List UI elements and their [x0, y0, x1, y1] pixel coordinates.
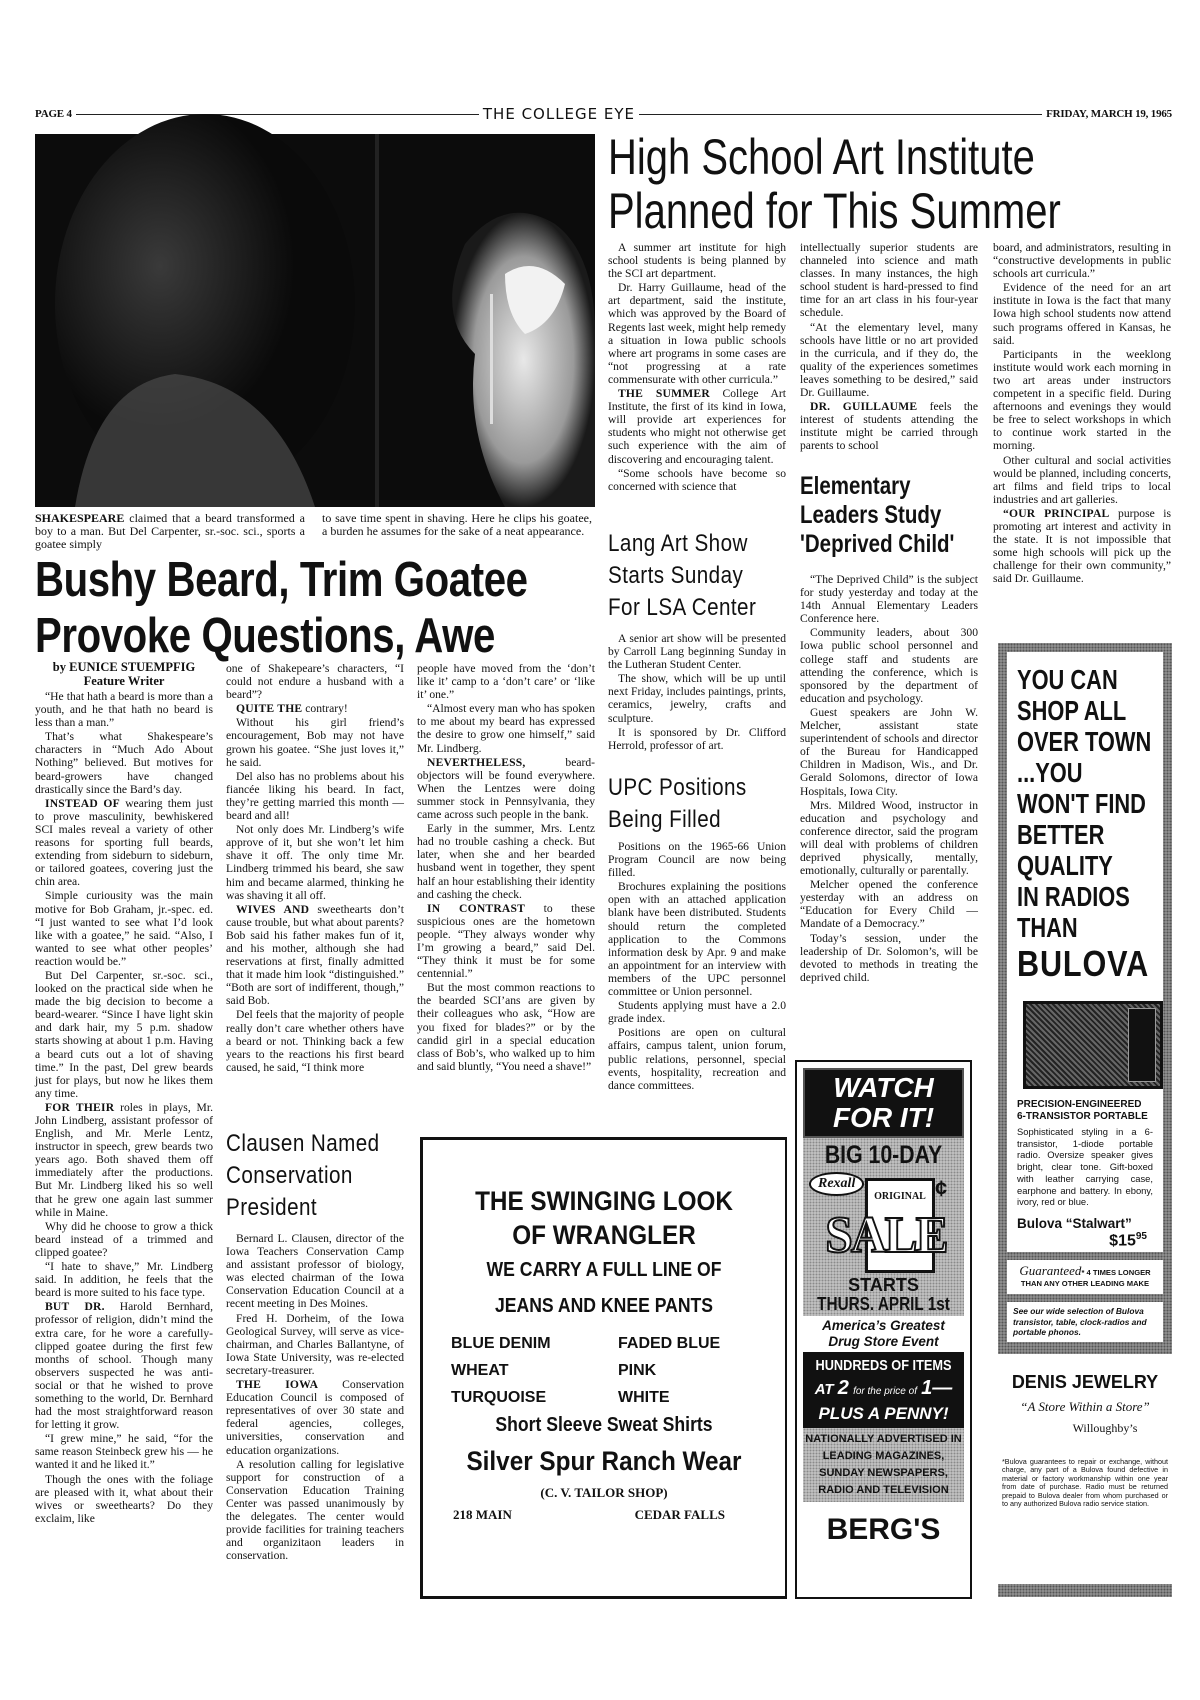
paragraph-text: Harold Bernhard, professor of religion, didn’t mind the extra care, for he wore a carefully-clipped goatee during the first few months of school. Though many observers suspected he was anti-social or that he wished to prove something to the world, Dr. Bernhard had the most straightforward reason for letting it grow. [35, 1300, 213, 1432]
beard-article-col1 [35, 690, 213, 1615]
original-label: ORIGINAL [874, 1191, 926, 1202]
paragraph [608, 387, 786, 466]
paragraph [226, 662, 404, 701]
paragraph [800, 706, 978, 798]
color-item: WHEAT [451, 1362, 509, 1379]
elementary-article [800, 573, 978, 1023]
beard-photo [35, 134, 595, 507]
paragraph [226, 903, 404, 1008]
dealer-panel [998, 1354, 1172, 1584]
paragraph-text: board, and administrators, resulting in “constructive developments in public schools art curricula.” [993, 241, 1171, 281]
two-text: 2 [837, 1377, 849, 1399]
feature-line: PRECISION-ENGINEERED [1017, 1099, 1142, 1110]
paragraph [608, 241, 786, 280]
page-number: PAGE 4 [35, 108, 72, 120]
paragraph [608, 726, 786, 752]
paragraph [993, 454, 1171, 506]
paragraph [35, 1300, 213, 1431]
paragraph [35, 797, 213, 889]
paragraph-text: Dr. Harry Guillaume, head of the art department, said the institute, which was approved by the Board of Regents last week, might help remedy a situation in Iowa public schools where art programs in some cases are “not progressing at a rate commensurate with other curricula.” [608, 281, 786, 386]
paragraph-text: Del feels that the majority of people really don’t care whether others have a beard or not. Thinking back a few years to the reactions his first beard caused, he said, “I think more [226, 1008, 404, 1074]
sale-date: THURS. APRIL 1st [817, 1294, 950, 1314]
ad-line: JEANS AND KNEE PANTS [494, 1295, 714, 1317]
photo-image [35, 134, 595, 507]
national-line: SUNDAY NEWSPAPERS, [819, 1467, 948, 1479]
paragraph [417, 702, 595, 754]
paragraph [417, 756, 595, 821]
paragraph-text: That’s what Shakespeare’s characters in “Much Ado About Nothing” believed. But motives for beard-growers have changed drastically since the Bard’s day. [35, 730, 213, 796]
paragraph-text: Participants in the weeklong institute would work each morning in two art areas under instructors competent in a specific field. During afternoons and evenings they would be free to select workshops in which to continue work started in the morning. [993, 347, 1171, 453]
price-cents: 95 [1135, 1230, 1147, 1242]
hundreds-text: HUNDREDS OF ITEMS [815, 1357, 952, 1374]
sale-text: SALE [825, 1207, 947, 1264]
sale-panel [803, 1138, 964, 1316]
paragraph [35, 1260, 213, 1299]
paragraph [417, 981, 595, 1073]
for-it-text: FOR IT! [832, 1102, 935, 1133]
city: CEDAR FALLS [634, 1507, 725, 1522]
headline-line: Planned for This Summer [608, 183, 1061, 239]
ad-line: WE CARRY A FULL LINE OF [486, 1259, 722, 1281]
headline-line: QUALITY [1017, 850, 1113, 881]
beard-article-col3 [417, 662, 595, 1117]
national-line: NATIONALLY ADVERTISED IN [805, 1433, 962, 1445]
divider [76, 114, 479, 115]
paragraph-text: A summer art institute for high school students is being planned by the SCI art department. [608, 241, 786, 281]
color-list [423, 1330, 785, 1411]
bergs-rexall-ad [795, 1060, 972, 1599]
headline-line: High School Art Institute [608, 129, 1035, 185]
paragraph-text: contrary! [305, 702, 348, 716]
headline-line: Elementary [800, 472, 911, 500]
paragraph-text: Students applying must have a 2.0 grade index. [608, 999, 786, 1026]
starts-label: STARTS [848, 1275, 919, 1295]
headline-line: UPC Positions [608, 774, 747, 801]
paragraph [608, 880, 786, 998]
paragraph-text: beard-objectors will be found everywhere. When the Lentzes were doing summer stock in Pennsylvania, they came across such people in the bank. [417, 755, 595, 822]
byline-author: by EUNICE STUEMPFIG [52, 660, 196, 674]
paragraph [800, 626, 978, 705]
paragraph [800, 573, 978, 625]
headline-line: ...YOU [1017, 757, 1083, 788]
paragraph [993, 348, 1171, 453]
paragraph [226, 1378, 404, 1457]
caption-lead: SHAKESPEARE [35, 511, 125, 525]
paragraph [226, 1458, 404, 1563]
guarantee-text: THAN ANY OTHER LEADING MAKE [1020, 1279, 1150, 1288]
price-dollars: $15 [1109, 1232, 1136, 1250]
color-item: PINK [618, 1362, 657, 1379]
paragraph [800, 321, 978, 400]
national-line: RADIO AND TELEVISION [818, 1484, 949, 1496]
ad-line: OF WRANGLER [512, 1220, 696, 1250]
clausen-headline [226, 1128, 380, 1224]
paragraph-text: feels the interest of students attending the institute might be carried through parents to school [800, 400, 979, 453]
paragraph [800, 878, 978, 930]
dealer-tagline: “A Store Within a Store” [1020, 1398, 1150, 1414]
paragraph [226, 1008, 404, 1073]
paragraph-text: Brochures explaining the positions open with an attached application blank have been distributed. Students should return the completed application to the Commons information desk by Apr. 9 and make an appointment for an interview with members of the UPC personnel committee or Union personnel. [608, 880, 786, 999]
paragraph [35, 969, 213, 1100]
paragraph-text: Del also has no problems about his fiancée liking his beard. In fact, they’re getting married this month — beard and all! [226, 769, 404, 823]
headline-line: Being Filled [608, 806, 722, 833]
tagline-line: America’s Greatest [822, 1318, 945, 1333]
radio-description: Sophisticated styling in a 6-transistor, 1-diode portable radio. Oversize speaker gives bright, clear tone. Gift-boxed with leather carrying case, earphone and battery. In ebony, ivory, red or blue. [1017, 1126, 1153, 1208]
paragraph [35, 730, 213, 795]
paragraph [608, 840, 786, 879]
model-name: Bulova “Stalwart” [1017, 1215, 1132, 1231]
paragraph-lead: THE SUMMER [618, 387, 710, 401]
national-panel [803, 1428, 964, 1502]
paragraph-text: “He that hath a beard is more than a youth, and he that hath no beard is less than a man.” [35, 690, 213, 730]
paragraph-text: Though the ones with the foliage are pleased with it, what about their wives or sweethearts? Do they exclaim, like [35, 1472, 213, 1525]
radio-illustration [1023, 1001, 1163, 1089]
clausen-article [226, 1232, 404, 1612]
address: 218 MAIN [453, 1507, 512, 1522]
newspaper-title: THE COLLEGE EYE [482, 105, 636, 123]
plus-penny-text: PLUS A PENNY! [818, 1404, 949, 1423]
paragraph-text: College Art Institute, the first of its kind in Iowa, will provide art experiences for students who might not otherwise get such experience with the aim of discovering and encouraging talent. [608, 387, 786, 466]
byline [35, 660, 213, 688]
paragraph [35, 690, 213, 729]
store-name: Silver Spur Ranch Wear [466, 1446, 742, 1476]
paragraph-text: “I grew mine,” he said, “for the same reason Steinbeck grew his — he wanted it and he liked it.” [35, 1432, 213, 1472]
paragraph [417, 822, 595, 901]
paragraph-text: “At the elementary level, many schools have little or no art provided in the curricula, and if they do, the quality of the experiences sometimes leaves something to be desired,” said Dr. Guillaume. [800, 320, 978, 400]
starts-date [803, 1276, 964, 1314]
store-name: BERG'S [826, 1513, 941, 1546]
paragraph-lead: INSTEAD OF [45, 796, 120, 810]
headline-line: Provoke Questions, Awe [35, 609, 495, 663]
at-text: AT [814, 1381, 834, 1398]
bulova-brand: BULOVA [1017, 943, 1150, 984]
paragraph-text: Without his girl friend’s encouragement, Bob may not have grown his goatee. “She just loves it,” he said. [226, 716, 404, 769]
upc-headline [608, 772, 747, 836]
paragraph-text: A resolution calling for legislative support for construction of a Conservation Education Training Center was passed unanimously by the delegates. The center would provide facilities for training teachers and organizitaon leaders in conservation. [226, 1457, 404, 1563]
headline-line: For LSA Center [608, 594, 757, 621]
beard-headline [35, 552, 528, 664]
paragraph-lead: NEVERTHELESS, [427, 755, 526, 769]
paragraph-text: purpose is promoting art interest and activity in the state. It is not impossible that some high schools will pick up the challenge for their own community,” said Dr. Guillaume. [993, 506, 1171, 586]
color-item: BLUE DENIM [451, 1335, 551, 1352]
headline-line: YOU CAN [1017, 664, 1118, 695]
paragraph [35, 1432, 213, 1471]
art-institute-headline [608, 130, 1061, 238]
paragraph-text: one of Shakepeare’s characters, “I could not endure a husband with a beard”? [226, 662, 404, 702]
upc-article [608, 840, 786, 1110]
ad-line: THE SWINGING LOOK [475, 1186, 733, 1216]
paragraph [35, 1101, 213, 1219]
paragraph [993, 241, 1171, 280]
headline-line: OVER TOWN [1017, 726, 1152, 757]
paragraph [417, 662, 595, 701]
paragraph-text: Other cultural and social activities would be planned, including concerts, art films and field trips to local industries and art galleries. [993, 453, 1171, 506]
dealer-name: DENIS JEWELRY [1011, 1371, 1159, 1392]
headline-line: Conservation [226, 1162, 353, 1189]
color-item: TURQUOISE [451, 1389, 547, 1406]
big-10-day: BIG 10-DAY [824, 1141, 943, 1169]
paragraph [608, 672, 786, 724]
beard-article-col2 [226, 662, 404, 1074]
paragraph [226, 823, 404, 902]
paragraph-text: Bernard L. Clausen, director of the Iowa Teachers Conservation Camp and assistant professor of biology, was elected chairman of the Iowa Conservation Education Council at a recent meeting in Des Moines. [226, 1232, 404, 1311]
paragraph-text: Melcher opened the conference yesterday with an address on “Education for Every Child — Mandate of a Democracy.” [800, 878, 978, 931]
national-line: LEADING MAGAZINES, [822, 1450, 945, 1462]
paragraph-lead: BUT DR. [45, 1300, 105, 1314]
paragraph [608, 999, 786, 1025]
bulova-main-panel [1007, 652, 1163, 1252]
headline-line: President [226, 1194, 318, 1221]
paragraph [800, 932, 978, 984]
paragraph [993, 507, 1171, 586]
elementary-headline [800, 472, 954, 559]
paragraph [226, 716, 404, 768]
guarantee-text: 4 TIMES LONGER [1086, 1268, 1151, 1277]
headline-line: 'Deprived Child' [800, 530, 955, 558]
paragraph-lead: THE IOWA [236, 1378, 319, 1392]
watch-text: WATCH [833, 1072, 934, 1103]
byline-role: Feature Writer [83, 674, 165, 688]
paragraph-text: It is sponsored by Dr. Clifford Herrold, professor of art. [608, 725, 786, 752]
headline-line: Leaders Study [800, 501, 942, 529]
guaranteed-script: Guaranteed [1019, 1263, 1082, 1278]
paragraph-text: Conservation Education Council is composed of representatives of over 30 state and federal agencies, colleges, universities, conservation and education organizations. [226, 1378, 404, 1457]
paragraph-text: “Almost every man who has spoken to me about my beard has expressed the desire to grow one himself,” said Mr. Lindberg. [417, 702, 595, 755]
radio-dial-icon [1128, 1008, 1156, 1082]
cent-sign: ¢ [935, 1176, 948, 1201]
paragraph-text: Today’s session, under the leadership of Dr. Solomon’s, will be devoted to methods in treating the deprived child. [800, 931, 978, 984]
headline-line: WON'T FIND [1017, 788, 1146, 819]
paragraph-lead: QUITE THE [236, 702, 303, 716]
tagline-line: Drug Store Event [828, 1334, 939, 1349]
photo-caption-col1 [35, 512, 305, 551]
divider [639, 114, 1042, 115]
paragraph [608, 1026, 786, 1091]
guarantee-footnote: *Bulova guarantees to repair or exchange, without charge, any part of a Bulova found defective in material or factory workmanship within one year from date of purchase. Radio must be returned prepaid to Bulova dealer from whom purchased or to any authorized Bulova radio service station. [1002, 1456, 1168, 1509]
paragraph-text: Why did he choose to grow a thick beard instead of a trimmed and clipped goatee? [35, 1219, 213, 1259]
paragraph [226, 702, 404, 715]
lang-headline [608, 528, 756, 624]
headline-line: Bushy Beard, Trim Goatee [35, 553, 528, 607]
headline-line: IN RADIOS [1017, 881, 1130, 912]
headline-line: Lang Art Show [608, 530, 748, 557]
store-address [423, 1503, 785, 1523]
paragraph-text: Community leaders, about 300 Iowa public school personnel and college staff and students are attending the conference, which is sponsored by the department of education and psychology. [800, 626, 978, 705]
paragraph-text: roles in plays, Mr. John Lindberg, assistant professor of English, and Mr. Merle Lentz, instructor in speech, grew beards two years ago. Both shaved them off immediately after the productions. But Mr. Lindberg liked his so well that he grew one again last summer while in Maine. [35, 1100, 213, 1219]
art-article-colA [608, 241, 786, 531]
wrangler-ad [420, 1137, 787, 1599]
bulova-ad [998, 643, 1172, 1597]
paragraph [800, 241, 978, 320]
watch-banner [803, 1068, 964, 1138]
paragraph-lead: WIVES AND [236, 902, 310, 916]
paragraph-text: Simple curiousity was the main motive for Bob Graham, jr.-spec. ed. “I just wanted to see what I’d look like with a goatee,” he said. “Also, I wanted to see what other peoples’ reaction would be.” [35, 889, 213, 968]
feature-line: 6-TRANSISTOR PORTABLE [1017, 1111, 1148, 1122]
color-item: WHITE [618, 1389, 670, 1406]
tagline [803, 1316, 964, 1352]
paragraph-lead: DR. GUILLAUME [810, 400, 918, 414]
radio-features [1017, 1099, 1153, 1123]
paragraph [35, 889, 213, 968]
paragraph-text: Evidence of the need for an art institute in Iowa is the fact that many Iowa high school students now attend such programs offered in Kansas, he said. [993, 281, 1171, 347]
paragraph-text: A senior art show will be presented by Carroll Lang beginning Sunday in the Lutheran Student Center. [608, 632, 786, 672]
hundreds-banner [803, 1352, 964, 1428]
paragraph [226, 1312, 404, 1377]
paragraph-lead: “OUR PRINCIPAL [1003, 506, 1110, 520]
paragraph [993, 281, 1171, 346]
paragraph-text: Guest speakers are John W. Melcher, assistant state superintendent of schools and director of the Bureau for Handicapped Children in Madison, Wis., and Dr. Gerald Solomons, director of Iowa Hospitals, Iowa City. [800, 705, 978, 798]
paragraph-lead: IN CONTRAST [427, 901, 526, 915]
headline-line: THAN [1017, 912, 1078, 943]
issue-date: FRIDAY, MARCH 19, 1965 [1046, 108, 1172, 120]
paragraph [417, 902, 595, 981]
paragraph [35, 1220, 213, 1259]
store-sub: (C. V. TAILOR SHOP) [540, 1485, 668, 1500]
paragraph-text: Positions on the 1965-66 Union Program Council are now being filled. [608, 840, 786, 880]
paragraph [226, 1232, 404, 1311]
paragraph [800, 799, 978, 878]
headline-line: SHOP ALL [1017, 695, 1127, 726]
for-price-text: for the price of [853, 1386, 917, 1397]
paragraph [608, 467, 786, 493]
paragraph-text: But Del Carpenter, sr.-soc. sci., looked on the practical side when he made the big decision to become a beard-wearer. “Since I have light skin and dark hair, my 5 p.m. shadow starts showing at about 1 p.m. Having a beard cuts out a lot of shaving time.” In the past, Del grew beards just for plays, but now he likes them any time. [35, 968, 213, 1100]
paragraph-text: people have moved from the ‘don’t like it’ camp to a ‘don’t care’ or ‘like it’ one.” [417, 662, 595, 702]
paragraph-text: “Some schools have become so concerned with science that [608, 466, 786, 493]
caption-text: claimed that a beard transformed a boy to a man. But Del Carpenter, sr.-soc. sci., sports a goatee simply [35, 511, 305, 551]
paragraph-text: The show, which will be up until next Friday, includes paintings, prints, ceramics, jewelry, crafts and sculpture. [608, 672, 786, 725]
art-article-colC [993, 241, 1171, 631]
paragraph-text: “I hate to shave,” Mr. Lindberg said. In addition, he feels that the beard is more suited to his face type. [35, 1260, 213, 1300]
headline-line: Starts Sunday [608, 562, 744, 589]
paragraph-text: sweethearts don’t cause trouble, but what about parents? Bob said his father makes fun of it, and his mother, although she had reservations at first, finally admitted that it made him look “distinguished.” “Both are sort of indifferent, though,” said Bob. [226, 902, 404, 1008]
paragraph-text: “The Deprived Child” is the subject for study yesterday and today at the 14th Annual Elementary Leaders Conference here. [800, 573, 978, 626]
bulova-headline [1017, 664, 1152, 943]
paragraph-lead: FOR THEIR [45, 1100, 115, 1114]
paragraph-text: Mrs. Mildred Wood, instructor in education and psychology and conference director, said the program will deal with problems of children deprived physically, mentally, emotionally, culturally or parentally. [800, 798, 978, 878]
paragraph [608, 632, 786, 671]
color-item: FADED BLUE [618, 1335, 721, 1352]
paragraph [35, 1473, 213, 1525]
paragraph [226, 770, 404, 822]
price [1017, 1231, 1153, 1250]
selection-note: See our wide selection of Bulova transistor, table, clock-radios and portable phonos. [1007, 1302, 1163, 1342]
paragraph [800, 400, 978, 452]
paragraph-text: Early in the summer, Mrs. Lentz had no trouble cashing a check. But later, when she and her bearded husband went in together, they spent half an hour establishing their identity and cashing the check. [417, 822, 595, 901]
photo-caption-col2 [322, 512, 592, 538]
paragraph-text: Not only does Mr. Lindberg’s wife approve of it, but she won’t let him shave it off. The only time Mr. Lindberg trimmed his beard, she saw him and became alarmed, thinking he was shaving it all off. [226, 823, 404, 902]
ad-line: Short Sleeve Sweat Shirts [495, 1414, 713, 1436]
lang-article [608, 632, 786, 767]
paragraph-text: intellectually superior students are channeled into science and math classes. In many instances, the high school student is hard-pressed to find time for an art class in his four-year schedule. [800, 241, 978, 320]
headline-line: Clausen Named [226, 1130, 380, 1157]
rexall-logo: Rexall [809, 1172, 864, 1196]
guarantee-panel: Guaranteed* 4 TIMES LONGER THAN ANY OTHER LEADING MAKE [1007, 1260, 1163, 1294]
paragraph-text: Positions are open on cultural affairs, campus talent, union forum, public relations, personnel, special events, hospitality, recreation and dance committees. [608, 1026, 786, 1092]
dealer-location: Willoughby’s [1072, 1420, 1138, 1435]
paragraph-text: But the most common reactions to the bearded SCI’ans are given by their colleagues who ask, “How are you fixed for blades?” or by the candid girl in a special education class of Bob’s, who walked up to him and said bluntly, “You need a shave!” [417, 981, 595, 1073]
one-text: 1— [921, 1377, 953, 1399]
paragraph [608, 281, 786, 386]
caption-text: to save time spent in shaving. Here he clips his goatee, a burden he assumes for the sake of a neat appearance. [322, 511, 592, 538]
headline-line: BETTER [1017, 819, 1105, 850]
paragraph-text: to these suspicious ones are the hometown people. “They always wonder why I’m growing a beard,” said Del. “They think it must be for some centennial.” [417, 901, 595, 981]
paragraph-text: wearing them just to prove masculinity, bewhiskered SCI males reveal a variety of other reasons for sporting full beards, extending from sideburn to sideburn, or tailored goatees, covering just the chin area. [35, 796, 213, 889]
art-article-colB [800, 241, 978, 469]
paragraph-text: Fred H. Dorheim, of the Iowa Geological Survey, will serve as vice-chairman, and Charles Ballantyne, of Iowa State University, was re-elected secretary-treasurer. [226, 1311, 404, 1377]
